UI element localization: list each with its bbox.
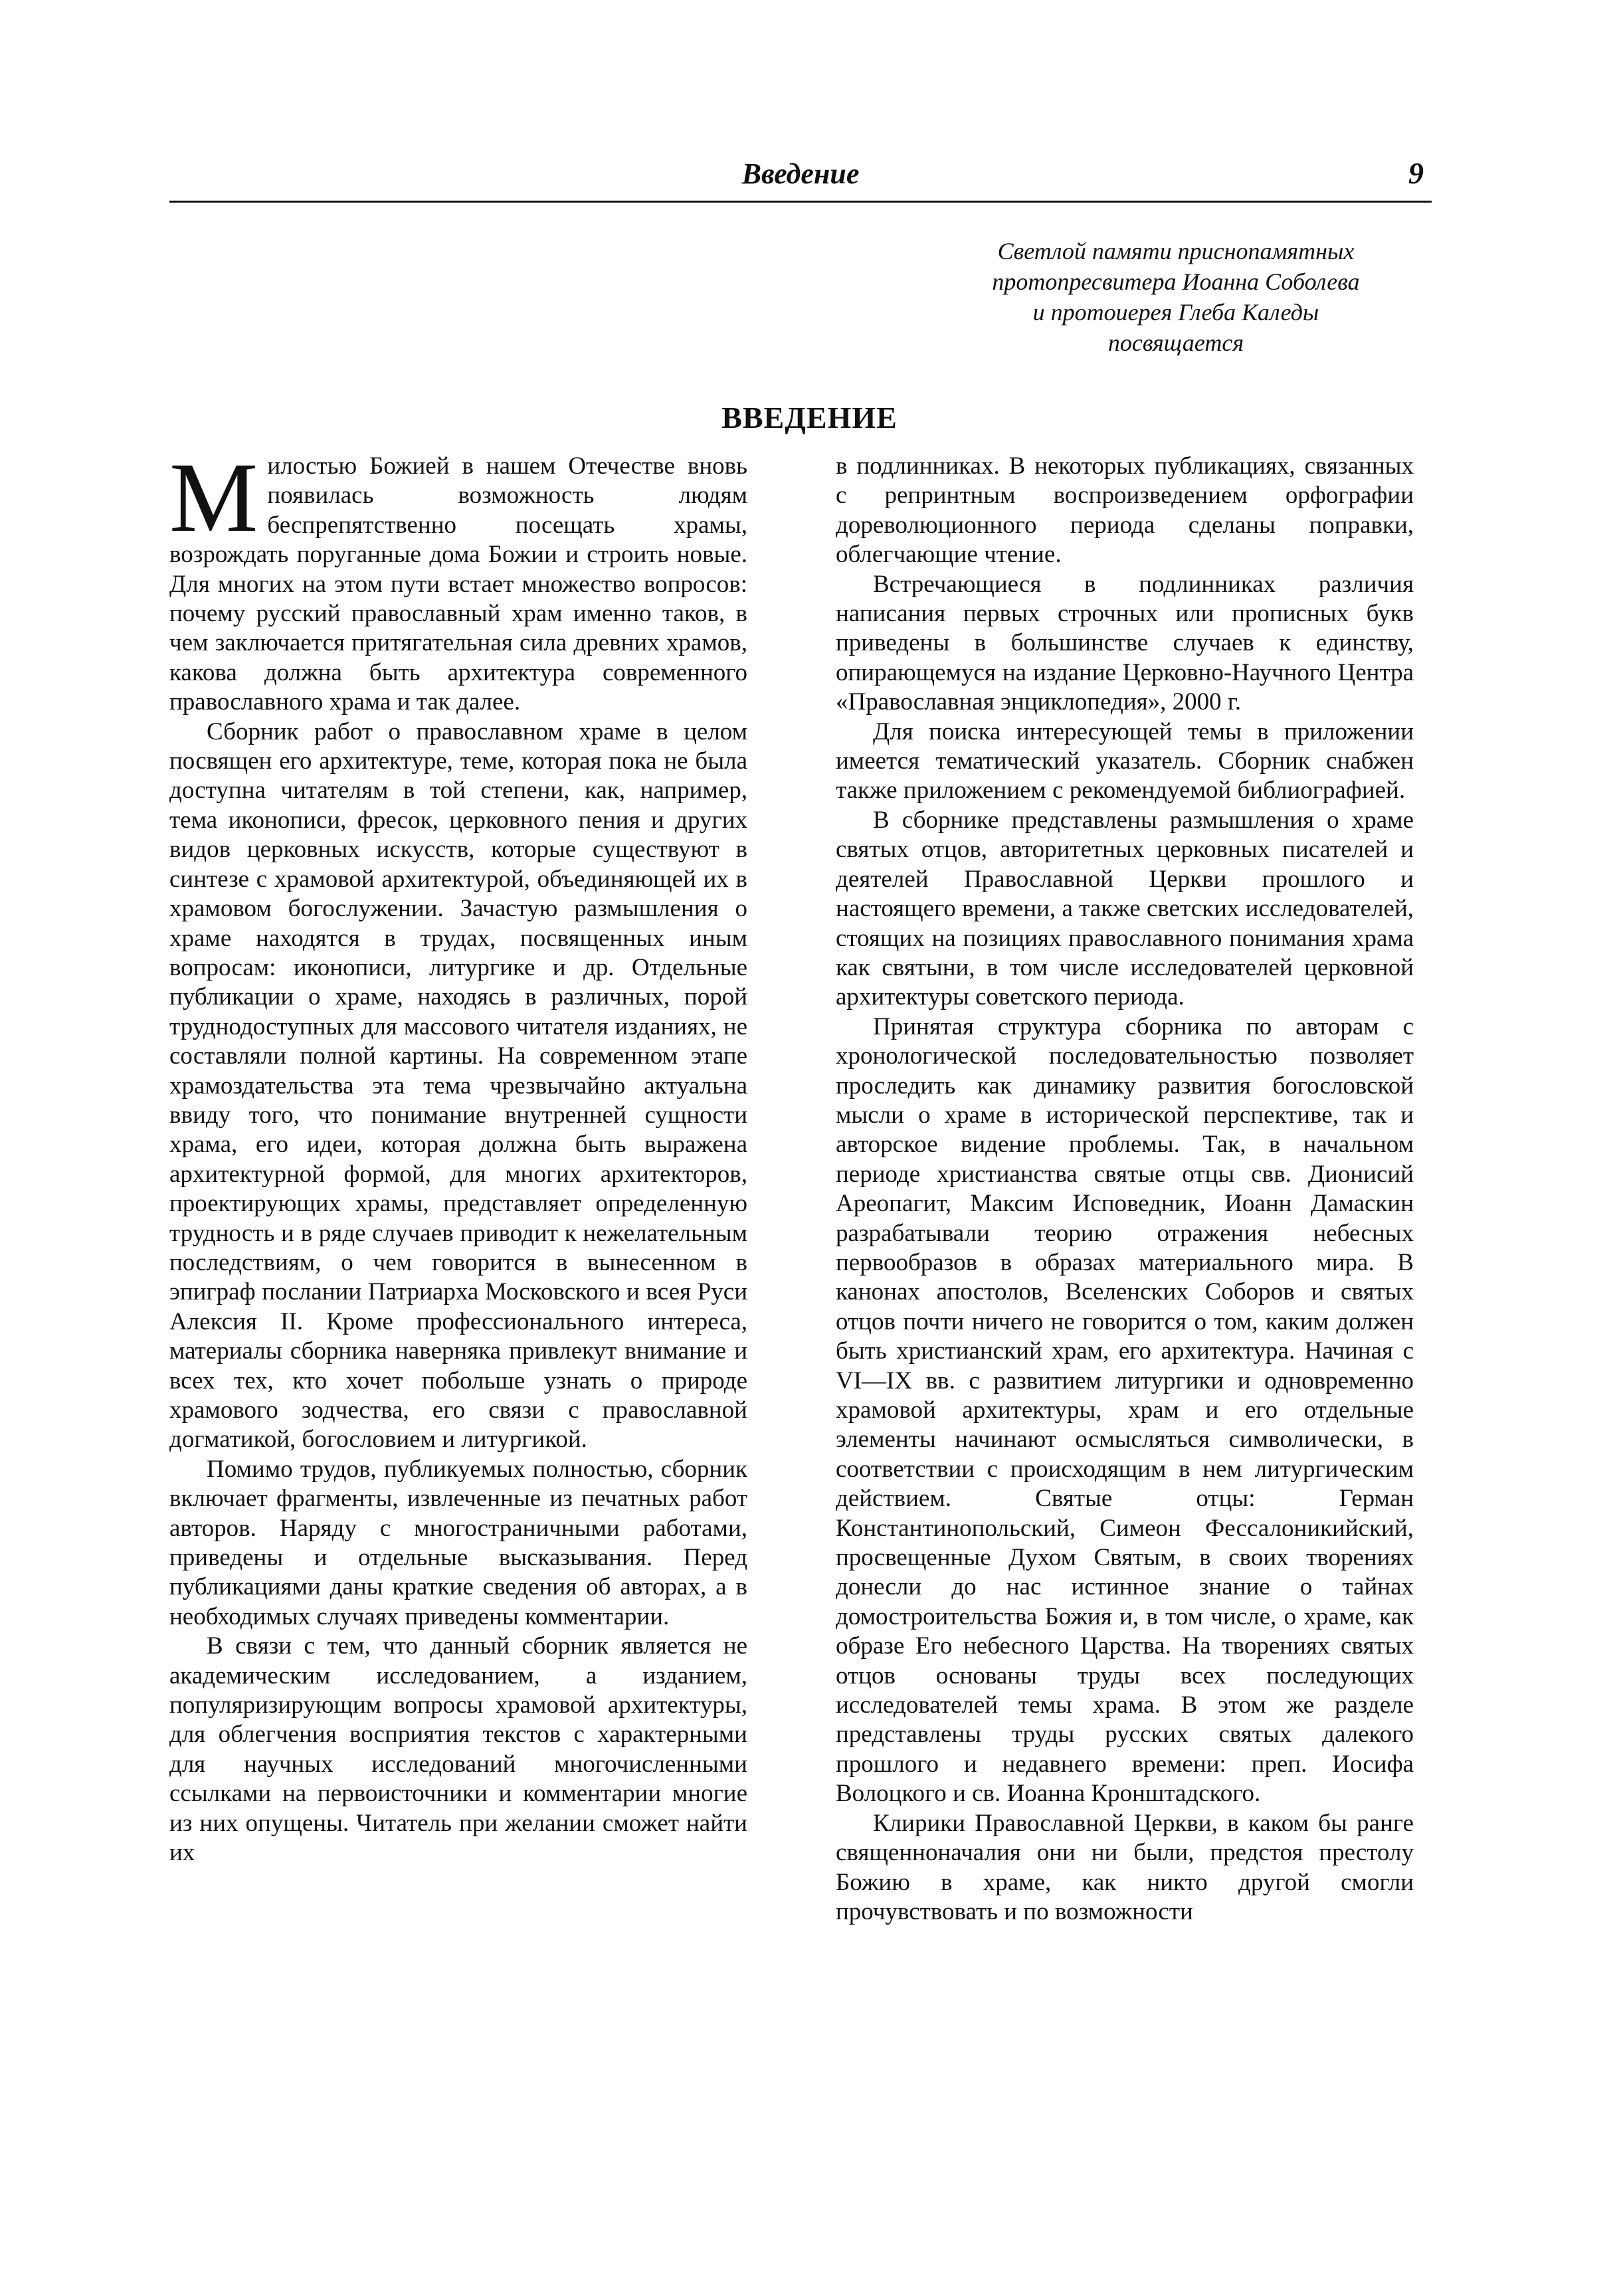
- paragraph: Принятая структура сборника по авторам с хронологической последовательностью позволяет проследить как динамику развития богословской мысли о храме в исторической перспективе, так и авторское видение проблемы. Так, в начальном периоде христианства святые отцы свв. Дионисий Ареопагит, Максим Исповедник, Иоанн Дамаскин разрабатывали теорию отражения небесных первообразов в образах материального мира. В канонах апостолов, Вселенских Соборов и святых отцов почти ничего не говорится о том, каким должен быть христианский храм, его архитектура. Начиная с VI—IX вв. с развитием литургики и одновременно храмовой архитектуры, храм и его отдельные элементы начинают осмысляться символически, в соответствии с происходящим в нем литургическим действием. Святые отцы: Герман Константинопольский, Симеон Фессалоникийский, просвещенные Духом Святым, в своих творениях донесли до нас истинное знание о тайнах домостроительства Божия и, в том числе, о храме, как образе Его небесного Царства. На творениях святых отцов основаны труды всех последующих исследователей темы храма. В этом же разделе представлены труды русских святых далекого прошлого и недавнего времени: преп. Иосифа Волоцкого и св. Иоанна Кронштадского.: [836, 1012, 1414, 1808]
- drop-cap: М: [169, 442, 258, 553]
- paragraph: Сборник работ о православном храме в целом посвящен его архитектуре, теме, которая пока не была доступна читателям в той степени, как, например, тема иконописи, фресок, церковного пения и других видов церковных искусств, которые существуют в синтезе с храмовой архитектурой, объединяющей их в храмовом богослужении. Зачастую размышления о храме находятся в трудах, посвященных иным вопросам: иконописи, литургике и др. Отдельные публикации о храме, находясь в различных, порой труднодоступных для массового читателя изданиях, не составляли полной картины. На современном этапе храмоздательства эта тема чрезвычайно актуальна ввиду того, что понимание внутренней сущности храма, его идеи, которая должна быть выражена архитектурной формой, для многих архитекторов, проектирующих храмы, представляет определенную трудность и в ряде случаев приводит к нежелательным последствиям, о чем говорится в вынесенном в эпиграф послании Патриарха Московского и всея Руси Алексия II. Кроме профессионального интереса, материалы сборника наверняка привлекут внимание и всех тех, кто хочет побольше узнать о природе храмового зодчества, его связи с православной догматикой, богословием и литургикой.: [169, 718, 747, 1454]
- right-column: [836, 452, 1414, 1927]
- running-title: Введение: [741, 157, 860, 190]
- dedication-line: и протоиерея Глеба Каледы: [1032, 299, 1319, 326]
- running-header: [169, 154, 1432, 203]
- left-column: [169, 442, 747, 1868]
- paragraph: Для поиска интересующей темы в приложении имеется тематический указатель. Сборник снабжен также приложением с рекомендуемой библиографией.: [836, 718, 1414, 805]
- paragraph: В связи с тем, что данный сборник является не академическим исследованием, а изданием, популяризирующим вопросы храмовой архитектуры, для облегчения восприятия текстов с характерными для научных исследований многочисленными ссылками на первоисточники и комментарии многие из них опущены. Читатель при желании сможет найти их: [169, 1632, 747, 1867]
- paragraph: [169, 442, 747, 718]
- dedication-line: Светлой памяти приснопамятных: [997, 238, 1355, 264]
- paragraph-text: илостью Божией в нашем Отечестве вновь появилась возможность людям беспрепятственно посещать храмы, возрождать поруганные дома Божии и строить новые. Для многих на этом пути встает множество вопросов: почему русский православный храм именно таков, в чем заключается притягательная сила древних храмов, какова должна быть архитектура современного православного храма и так далее.: [169, 452, 747, 716]
- dedication-line: протопресвитера Иоанна Соболева: [992, 268, 1360, 295]
- dedication-line: посвящается: [1107, 330, 1244, 356]
- paragraph: В сборнике представлены размышления о храме святых отцов, авторитетных церковных писателей и деятелей Православной Церкви прошлого и настоящего времени, а также светских исследователей, стоящих на позициях православного понимания храма как святыни, в том числе исследователей церковной архитектуры советского периода.: [836, 806, 1414, 1011]
- section-title: ВВЕДЕНИЕ: [721, 401, 898, 434]
- paragraph: Помимо трудов, публикуемых полностью, сборник включает фрагменты, извлеченные из печатных работ авторов. Наряду с многостраничными работами, приведены и отдельные высказывания. Перед публикациями даны краткие сведения об авторах, а в необходимых случаях приведены комментарии.: [169, 1455, 747, 1630]
- paragraph: Встречающиеся в подлинниках различия написания первых строчных или прописных букв приведены в большинстве случаев к единству, опирающемуся на издание Церковно-Научного Центра «Православная энциклопедия», 2000 г.: [836, 570, 1414, 716]
- page-number: 9: [1408, 156, 1424, 190]
- paragraph: Клирики Православной Церкви, в каком бы ранге священноначалия они ни были, предстоя престолу Божию в храме, как никто другой смогли прочувствовать и по возможности: [836, 1809, 1414, 1925]
- paragraph: в подлинниках. В некоторых публикациях, связанных с репринтным воспроизведением орфографии дореволюционного периода сделаны поправки, облегчающие чтение.: [836, 452, 1414, 569]
- dedication: [917, 236, 1435, 358]
